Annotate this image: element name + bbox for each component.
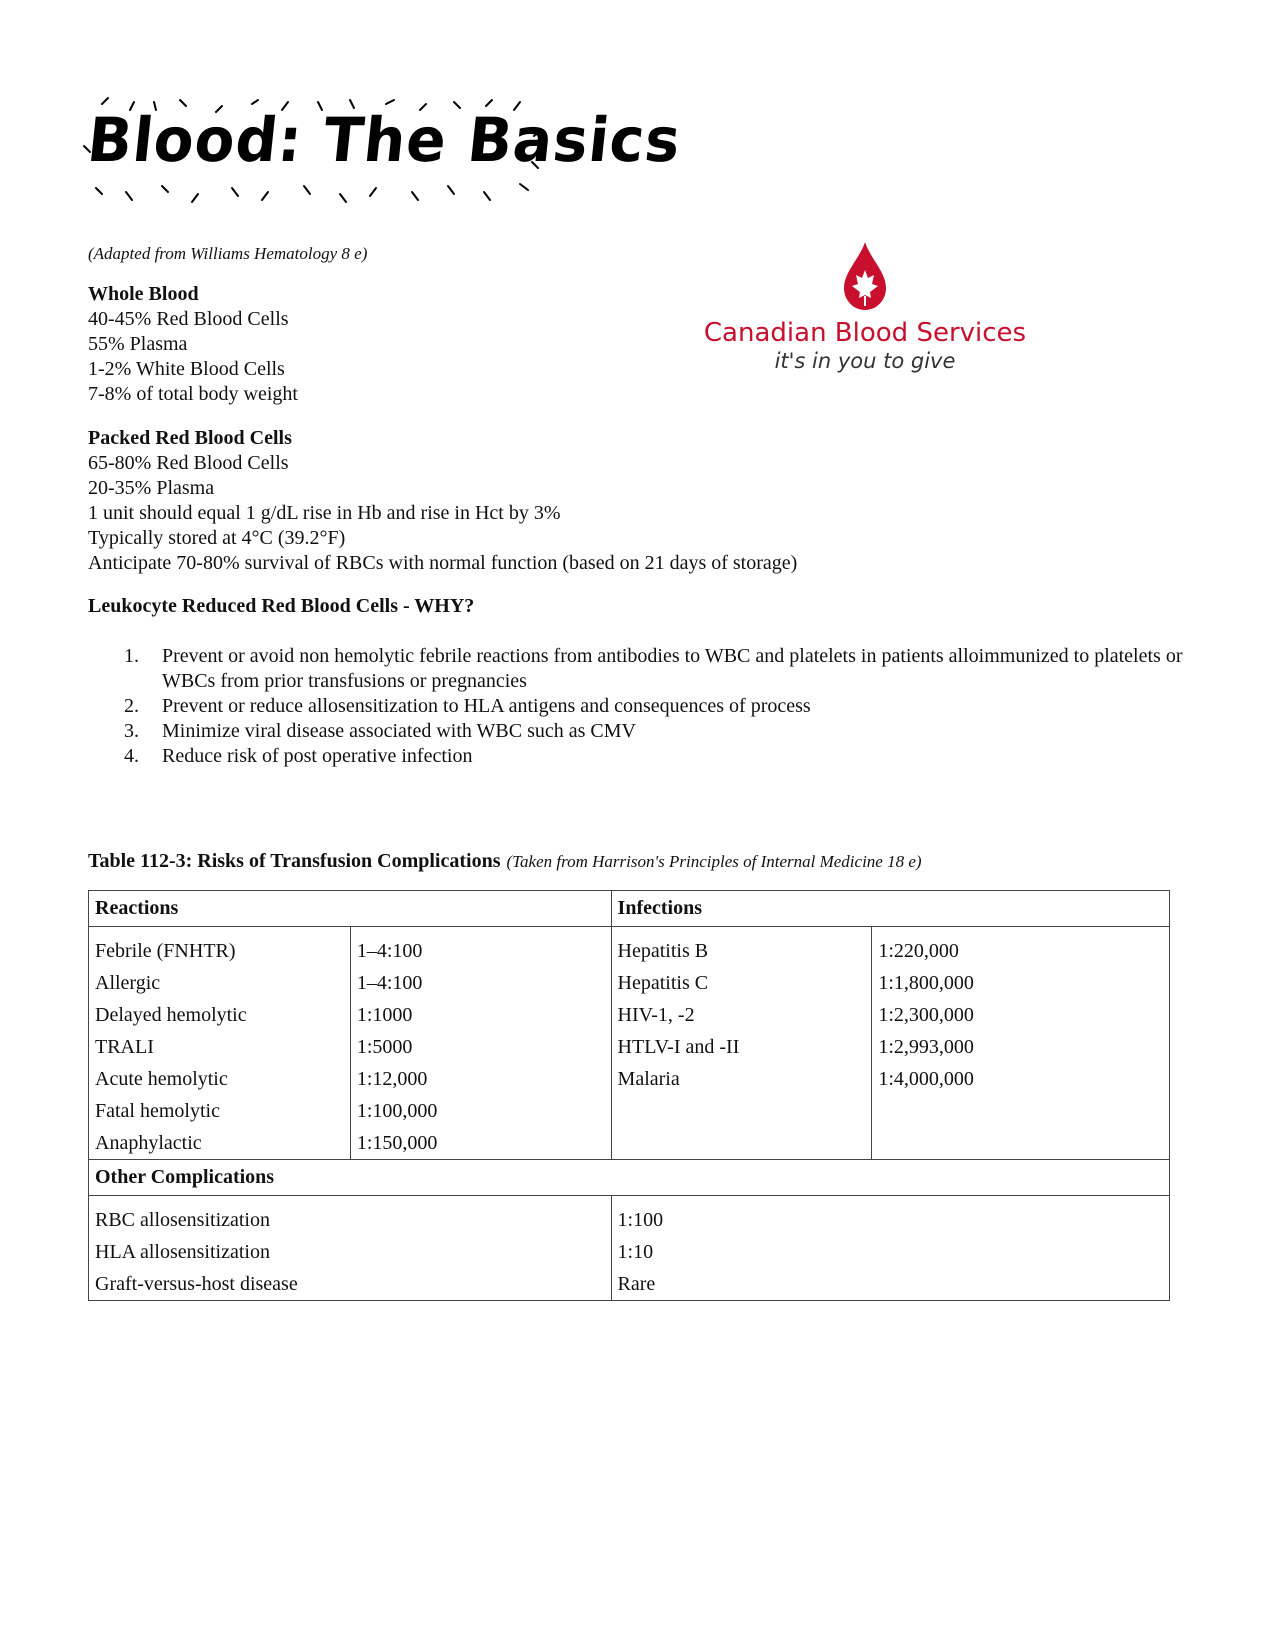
- list-item: [88, 644, 1188, 694]
- page-title: [82, 96, 685, 208]
- list-text: Minimize viral disease associated with WBC such as CMV: [162, 720, 636, 742]
- section-heading: Packed Red Blood Cells: [88, 427, 292, 449]
- reaction-name: Delayed hemolytic: [95, 1004, 247, 1026]
- reaction-name: Fatal hemolytic: [95, 1100, 220, 1122]
- logo-brand-name: Canadian Blood Services: [703, 318, 1027, 348]
- reaction-risks-cell: [350, 927, 611, 1160]
- reaction-risk: 1–4:100: [356, 940, 423, 962]
- table-row: [89, 1196, 1170, 1301]
- infection-name: Hepatitis C: [617, 972, 709, 994]
- reaction-name: Acute hemolytic: [95, 1068, 228, 1090]
- list-number: 3.: [124, 720, 139, 742]
- complication-risk: 1:100: [617, 1209, 664, 1231]
- fact-line: 1 unit should equal 1 g/dL rise in Hb and rise in Hct by 3%: [88, 502, 561, 524]
- reaction-risk: 1:1000: [356, 1004, 413, 1026]
- reaction-risk: 1:5000: [356, 1036, 413, 1058]
- section-heading: Whole Blood: [88, 283, 199, 305]
- complication-name: Graft-versus-host disease: [95, 1273, 298, 1295]
- infection-risk: 1:220,000: [878, 940, 959, 962]
- list-text: Reduce risk of post operative infection: [162, 745, 473, 767]
- list-number: 2.: [124, 695, 139, 717]
- table-caption-source: (Taken from Harrison's Principles of Internal Medicine 18 e): [506, 852, 922, 871]
- list-item: [88, 694, 1188, 719]
- complication-risk: Rare: [617, 1273, 656, 1295]
- list-item: [88, 744, 1188, 769]
- canadian-blood-services-logo: [700, 240, 1030, 380]
- list-number: 4.: [124, 745, 139, 767]
- whole-blood-section: [88, 282, 298, 407]
- reaction-name: TRALI: [95, 1036, 154, 1058]
- table-caption: [88, 850, 922, 873]
- complication-name: HLA allosensitization: [95, 1241, 270, 1263]
- section-heading: Leukocyte Reduced Red Blood Cells - WHY?: [88, 595, 475, 617]
- infection-risk: 1:2,300,000: [878, 1004, 974, 1026]
- table-header-row: [89, 891, 1170, 927]
- reaction-risk: 1–4:100: [356, 972, 423, 994]
- leukocyte-section: [88, 594, 474, 619]
- infection-name: HTLV-I and -II: [617, 1036, 740, 1058]
- infections-header: Infections: [611, 891, 1169, 927]
- fact-line: 7-8% of total body weight: [88, 383, 298, 405]
- blood-drop-maple-leaf-icon: [830, 240, 900, 312]
- fact-line: 65-80% Red Blood Cells: [88, 452, 289, 474]
- infection-risks-cell: [872, 927, 1170, 1160]
- list-number: 1.: [124, 645, 139, 667]
- transfusion-risks-table: [88, 890, 1170, 1301]
- other-names-cell: [89, 1196, 612, 1301]
- reaction-name: Anaphylactic: [95, 1132, 202, 1154]
- other-complications-header: Other Complications: [89, 1160, 1170, 1196]
- fact-line: 55% Plasma: [88, 333, 188, 355]
- logo-tagline: it's in you to give: [774, 349, 956, 373]
- fact-line: 1-2% White Blood Cells: [88, 358, 285, 380]
- reactions-header: Reactions: [89, 891, 612, 927]
- packed-rbc-section: [88, 426, 797, 576]
- list-item: [88, 719, 1188, 744]
- infection-names-cell: [611, 927, 872, 1160]
- reaction-risk: 1:12,000: [356, 1068, 428, 1090]
- leukocyte-reasons-list: [88, 644, 1188, 769]
- complication-name: RBC allosensitization: [95, 1209, 270, 1231]
- fact-line: Anticipate 70-80% survival of RBCs with normal function (based on 21 days of storage): [88, 552, 798, 574]
- fact-line: Typically stored at 4°C (39.2°F): [88, 527, 346, 549]
- infection-name: Malaria: [617, 1068, 680, 1090]
- fact-line: 40-45% Red Blood Cells: [88, 308, 289, 330]
- title-text: Blood: The Basics: [84, 104, 685, 176]
- reaction-names-cell: [89, 927, 351, 1160]
- infection-name: HIV-1, -2: [617, 1004, 695, 1026]
- reaction-risk: 1:150,000: [356, 1132, 438, 1154]
- infection-risk: 1:2,993,000: [878, 1036, 974, 1058]
- table-row: [89, 927, 1170, 1160]
- infection-risk: 1:4,000,000: [878, 1068, 974, 1090]
- source-note: (Adapted from Williams Hematology 8 e): [88, 244, 368, 263]
- infection-name: Hepatitis B: [617, 940, 709, 962]
- reaction-risk: 1:100,000: [356, 1100, 438, 1122]
- fact-line: 20-35% Plasma: [88, 477, 215, 499]
- reaction-name: Allergic: [95, 972, 161, 994]
- table-header-row: [89, 1160, 1170, 1196]
- reaction-name: Febrile (FNHTR): [95, 940, 236, 962]
- complication-risk: 1:10: [617, 1241, 654, 1263]
- list-text: Prevent or reduce allosensitization to HLA antigens and consequences of process: [162, 695, 811, 717]
- table-caption-title: Table 112-3: Risks of Transfusion Complications: [88, 850, 501, 872]
- other-risks-cell: [611, 1196, 1169, 1301]
- infection-risk: 1:1,800,000: [878, 972, 974, 994]
- list-text: Prevent or avoid non hemolytic febrile reactions from antibodies to WBC and platelets in patients alloimmunized to platelets or WBCs from prior transfusions or pregnancies: [162, 645, 1183, 692]
